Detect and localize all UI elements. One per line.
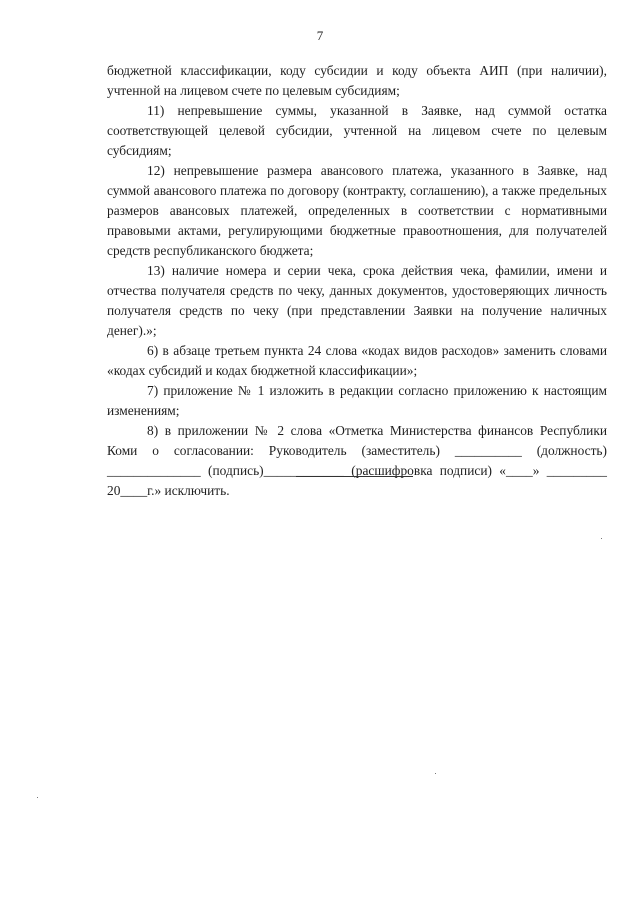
- closing-separator-line: [296, 476, 413, 477]
- document-body: [107, 61, 607, 501]
- paragraph-item-11: 11) непревышение суммы, указанной в Заявке, над суммой остатка соответствующей целевой субсидии, учтенной на лицевом счете по целевым субсидиям;: [107, 103, 607, 158]
- paragraph-item-13: 13) наличие номера и серии чека, срока действия чека, фамилии, имени и отчества получателя средств по чеку, данных документов, удостоверяющих личность получателя средств по чеку (при представлении Заявки на получение наличных денег).»;: [107, 263, 607, 338]
- paragraph-amendment-7: 7) приложение № 1 изложить в редакции согласно приложению к настоящим изменениям;: [107, 383, 607, 418]
- page-number: 7: [316, 28, 324, 43]
- paragraph-amendment-6: 6) в абзаце третьем пункта 24 слова «кодах видов расходов» заменить словами «кодах субсидий и кодах бюджетной классификации»;: [107, 343, 607, 378]
- paragraph-continuation: бюджетной классификации, коду субсидии и коду объекта АИП (при наличии), учтенной на лицевом счете по целевым субсидиям;: [107, 63, 607, 98]
- scan-speck: [435, 773, 436, 774]
- scan-speck: [37, 797, 38, 798]
- paragraph-item-12: 12) непревышение размера авансового платежа, указанного в Заявке, над суммой авансового платежа по договору (контракту, соглашению), а также предельных размеров авансовых платежей, определенных в соответствии с нормативными правовыми актами, регулирующими бюджетные правоотношения, для получателей средств республиканского бюджета;: [107, 163, 607, 258]
- scan-speck: [601, 538, 602, 539]
- paragraph-amendment-8: 8) в приложении № 2 слова «Отметка Министерства финансов Республики Коми о согласовании: Руководитель (заместитель) __________ (должность) ______________ (подпись)____________ (расшифровка подписи) «____» _________ 20____г.» исключить.: [107, 423, 607, 498]
